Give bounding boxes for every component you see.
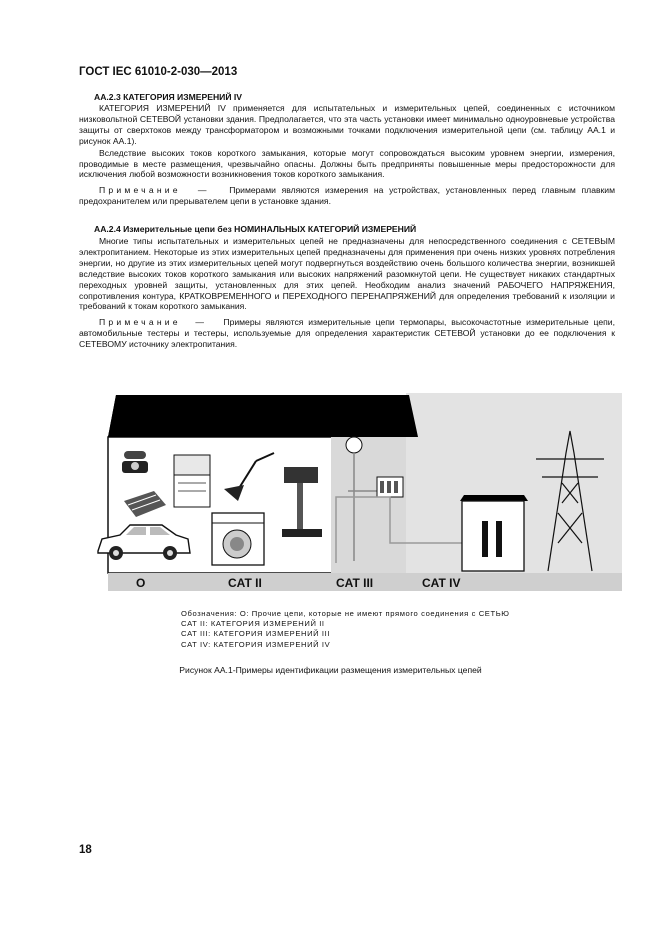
page-number: 18 [79, 844, 92, 856]
section-heading-aa24: АА.2.4 Измерительные цепи без НОМИНАЛЬНЫХ КАТЕГОРИЙ ИЗМЕРЕНИЙ [94, 224, 417, 234]
zone-label-o: O [136, 576, 146, 590]
legend-item: CAT IV: КАТЕГОРИЯ ИЗМЕРЕНИЙ IV [181, 639, 331, 649]
note-dash: — [197, 185, 207, 196]
cat-iii-zone [331, 437, 406, 573]
legend-item: CAT II: КАТЕГОРИЯ ИЗМЕРЕНИЙ II [181, 619, 325, 629]
note-dash: — [195, 317, 204, 328]
distribution-panel-icon [377, 477, 403, 497]
note-label: Примечание [99, 185, 181, 196]
house-roof-front [108, 395, 418, 437]
zone-label-cat-iv: CAT IV [422, 576, 461, 590]
zone-label-cat-iii: CAT III [336, 576, 374, 590]
zone-label-cat-ii: CAT II [228, 576, 262, 590]
note [79, 317, 615, 350]
note-label: Примечание [99, 317, 181, 328]
paragraph: Многие типы испытательных и измерительных цепей не предназначены для непосредственного соединения с СЕТЕВЫМ электропитанием. Некоторые из этих измерительных цепей предназначены для применения при очень низких уровнях потребления энергии, но другие из этих измерительных цепей могут подвергнуться воздействию очень большого количества энергии, возникшей вследствие высоких токов короткого замыкания или высоких напряжений разомкнутой цепи. Не существует никаких стандартных переходных уровней защиты, установленных для этих цепей. Необходим анализ значений РАБОЧЕГО НАПРЯЖЕНИЯ, сопротивления контура, КРАТКОВРЕМЕННОГО и ПЕРЕХОДНОГО ПЕРЕНАПРЯЖЕНИЙ для определения требований к изоляции и требований к токам короткого замыкания. [79, 236, 615, 312]
figure-legend [181, 609, 510, 650]
legend-item: Обозначения: O: Прочие цепи, которые не имеют прямого соединения с СЕТЬЮ [181, 609, 510, 618]
section-aa23-body [79, 103, 615, 207]
transformer-station-icon [460, 495, 528, 571]
figure-caption: Рисунок АА.1-Примеры идентификации размещения измерительных цепей [179, 665, 482, 675]
copier-icon [174, 455, 210, 507]
telephone-icon [122, 451, 148, 473]
note [79, 185, 615, 207]
paragraph: КАТЕГОРИЯ ИЗМЕРЕНИЙ IV применяется для испытательных и измерительных цепей, соединенных с источником низковольтной СЕТЕВОЙ установки здания. Предполагается, что эта часть установки имеет минимально одноуровневые устройства защиты от сверхтоков между трансформатором и возможными точками подключения измерительной цепи (см. таблицу АА.1 и рисунок АА.1). [79, 103, 615, 146]
note-text: Примерами являются измерения на устройствах, установленных перед главным плавким предохранителем или прерывателем цепи в установке здания. [79, 185, 616, 207]
washing-machine-icon [212, 513, 264, 565]
section-aa24-body [79, 236, 615, 350]
document-header: ГОСТ IEC 61010-2-030—2013 [79, 66, 238, 78]
section-heading-aa23: АА.2.3 КАТЕГОРИЯ ИЗМЕРЕНИЙ IV [94, 92, 243, 102]
paragraph: Вследствие высоких токов короткого замыкания, которые могут сопровождаться высоким уровнем энергии, измерения, проводимые в месте размещения, чрезвычайно опасны. Должны быть предприняты повышенные меры предосторожности для исключения любой возможности возникновения токов короткого замыкания. [79, 147, 615, 180]
measurement-categories-figure [96, 393, 622, 591]
legend-item: CAT III: КАТЕГОРИЯ ИЗМЕРЕНИЙ III [181, 629, 331, 639]
note-text: Примеры являются измерительные цепи термопары, высокочастотные измерительные цепи, автомобильные тестеры и тестеры, используемые для определения характеристик СЕТЕВОЙ установки до ее подключения к СЕТЕВОМУ источнику электропитания. [79, 317, 615, 350]
